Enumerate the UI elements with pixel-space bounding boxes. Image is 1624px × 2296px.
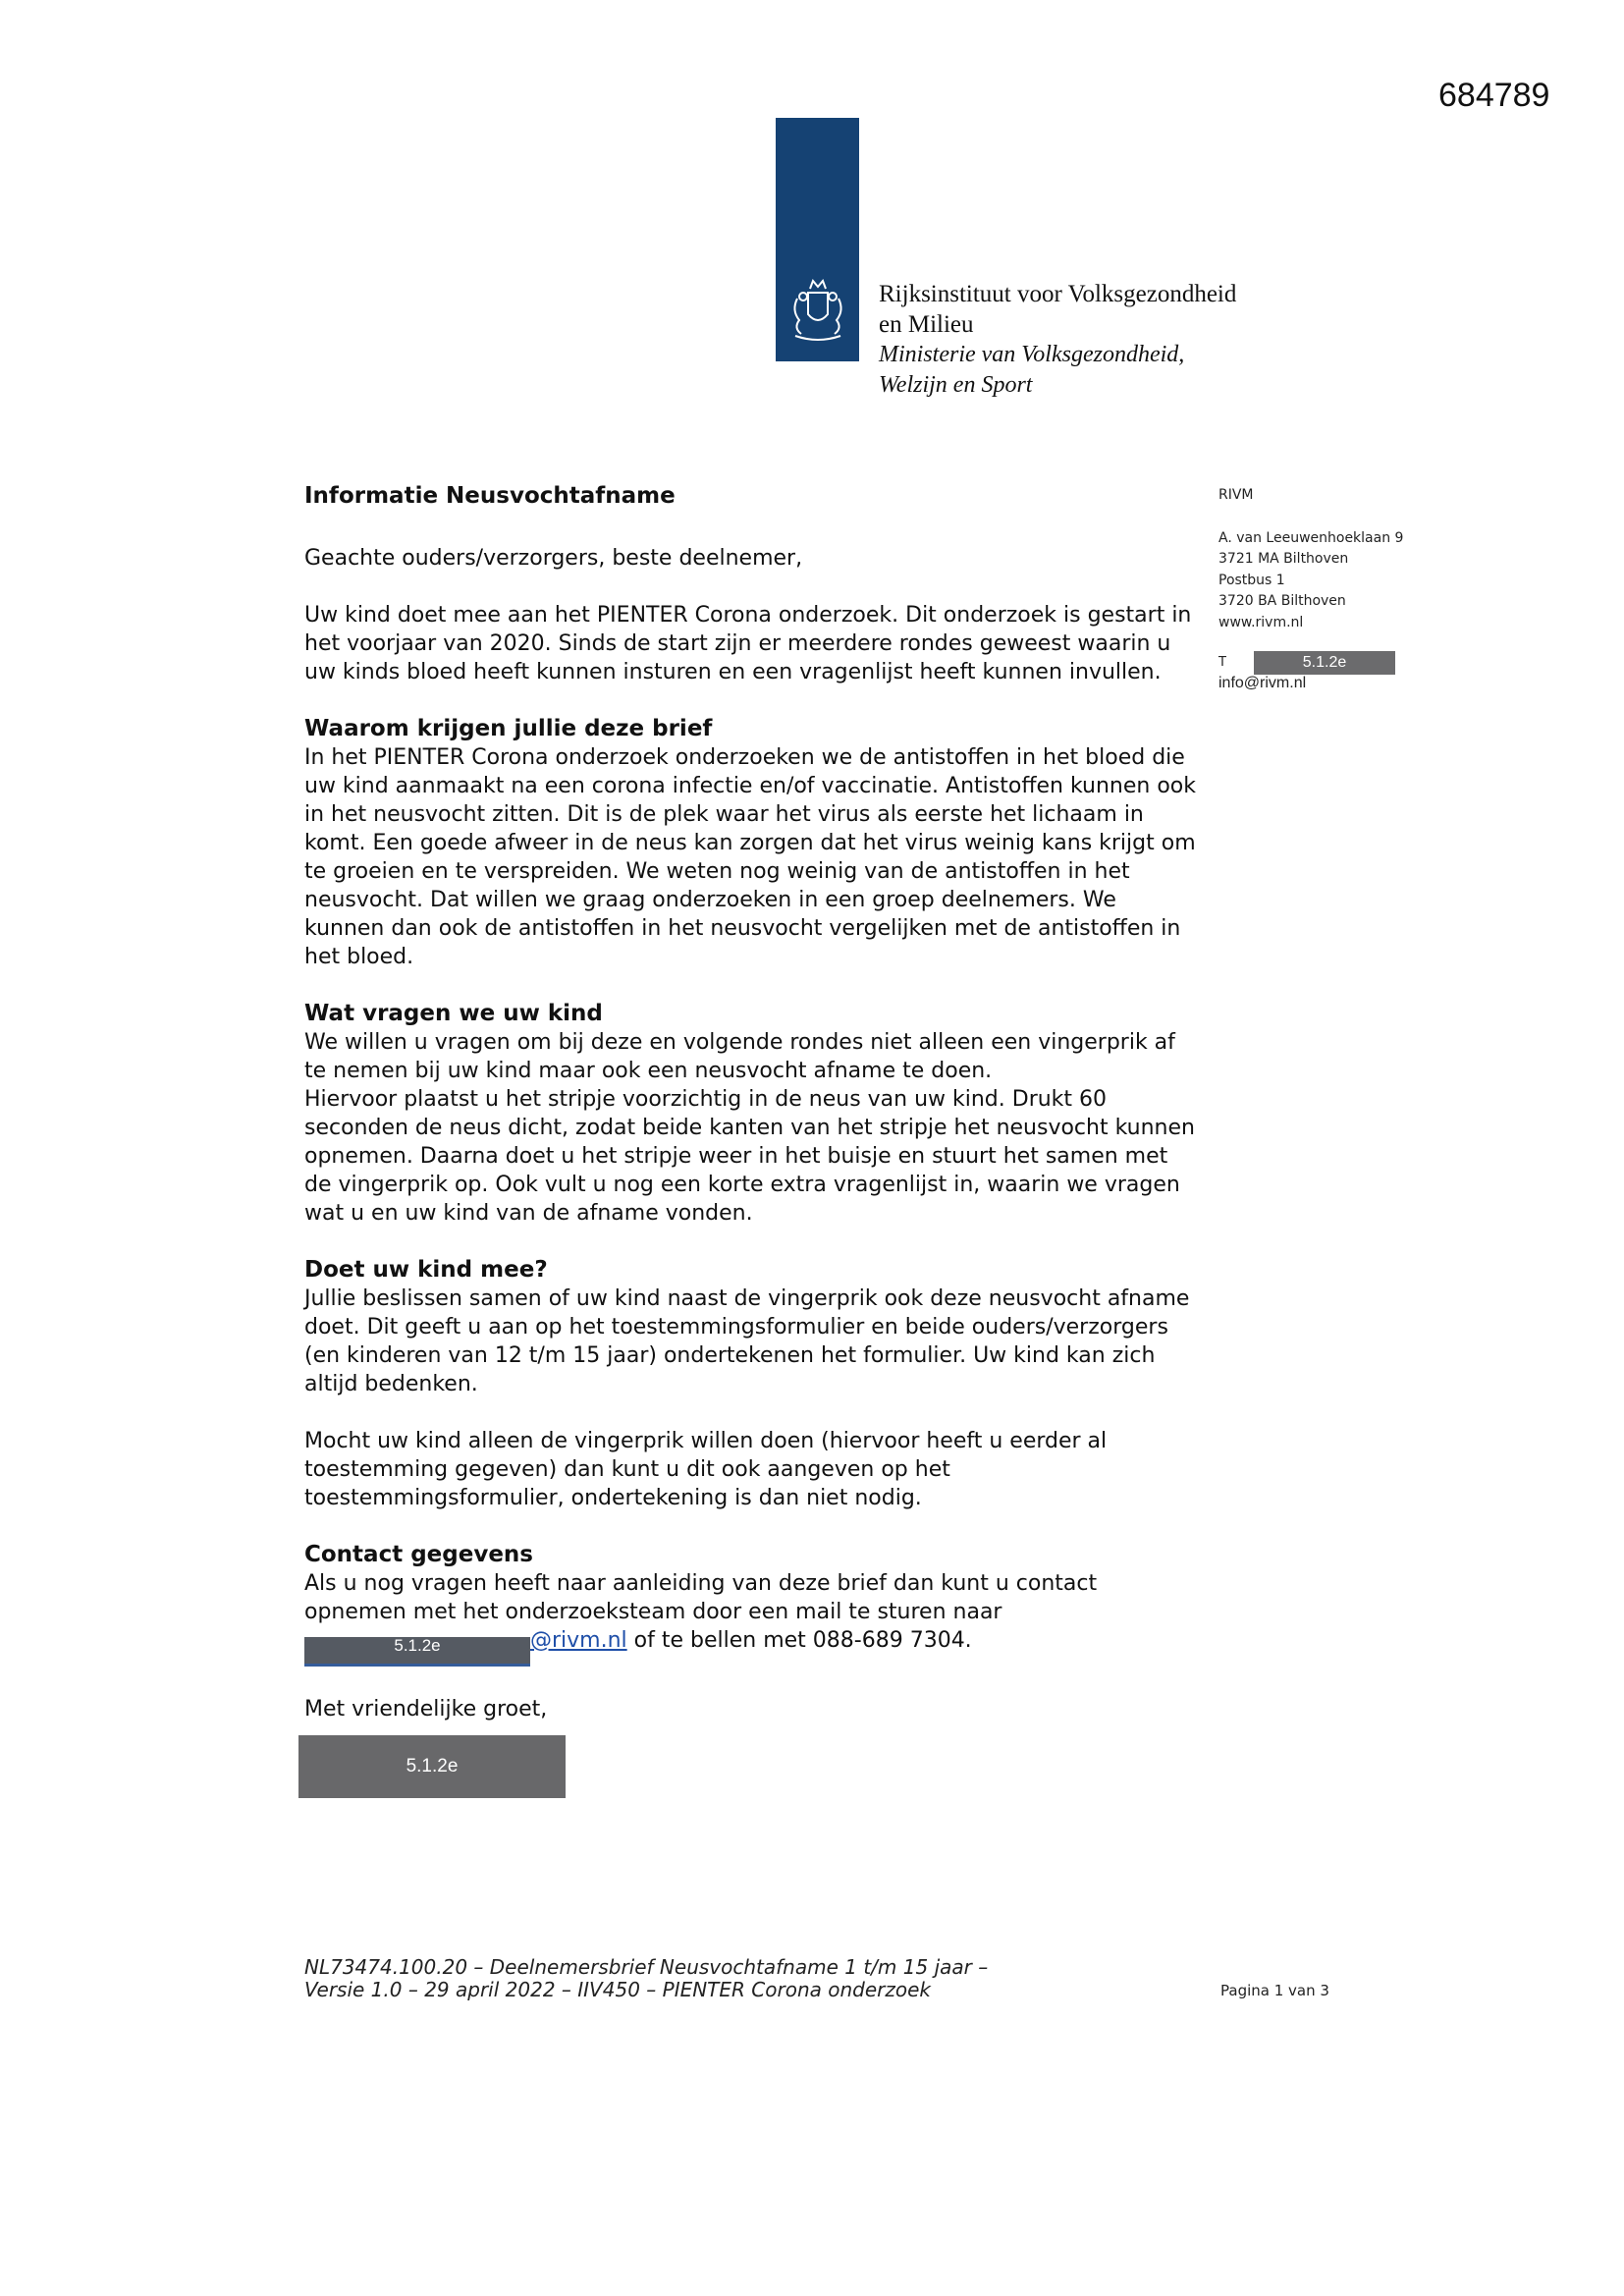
section-paragraph: In het PIENTER Corona onderzoek onderzoeken we de antistoffen in het bloed die uw kind aanmaakt na een corona infectie en/of vaccinatie. Antistoffen kunnen ook in het neusvocht zitten. Dit is de plek waar het virus als eerste het lichaam in komt. Een goede afweer in de neus kan zorgen dat het virus weinig kans krijgt om te groeien en te verspreiden. We weten nog weinig van de antistoffen in het neusvocht. Dat willen we graag onderzoeken in een groep deelnemers. We kunnen dan ook de antistoffen in het neusvocht vergelijken met de antistoffen in het bloed.	[304, 745, 1196, 969]
section-paragraph: Jullie beslissen samen of uw kind naast de vingerprik ook deze neusvocht afname doet. Dit geeft u aan op het toestemmingsformulier en beide ouders/verzorgers (en kinderen van 12 t/m 15 jaar) ondertekenen het formulier. Uw kind kan zich altijd bedenken.	[304, 1286, 1190, 1396]
letter-title: Informatie Neusvochtafname	[304, 483, 676, 509]
document-number: 684789	[1438, 77, 1550, 114]
redacted-email: 5.1.2e	[304, 1637, 530, 1667]
intro-paragraph: Uw kind doet mee aan het PIENTER Corona onderzoek. Dit onderzoek is gestart in het voorjaar van 2020. Sinds de start zijn er meerdere rondes geweest waarin u uw kinds bloed heeft kunnen insturen en een vragenlijst heeft kunnen invullen.	[304, 603, 1192, 684]
section-contact	[304, 1541, 1198, 1667]
telephone-row	[1218, 651, 1454, 675]
institute-logo-text	[879, 279, 1236, 401]
phone-text: of te bellen met 088-689 7304.	[626, 1628, 972, 1653]
footer-line: Versie 1.0 – 29 april 2022 – IIV450 – PIENTER Corona onderzoek	[304, 1978, 931, 2001]
address-line: 3720 BA Bilthoven	[1218, 593, 1346, 609]
greeting: Geachte ouders/verzorgers, beste deelnemer,	[304, 546, 803, 571]
section-heading: Contact gegevens	[304, 1542, 533, 1567]
footer-line: NL73474.100.20 – Deelnemersbrief Neusvochtafname 1 t/m 15 jaar –	[304, 1955, 989, 1979]
sender-org: RIVM	[1218, 487, 1254, 503]
sender-sidebar	[1218, 485, 1454, 692]
section-why	[304, 715, 1198, 971]
logo-bar	[776, 118, 859, 361]
ministry-name-line1: Ministerie van Volksgezondheid,	[879, 342, 1185, 367]
letter-body	[304, 481, 1198, 1798]
section-participate	[304, 1256, 1198, 1512]
section-heading: Doet uw kind mee?	[304, 1257, 548, 1283]
email-link[interactable]: @rivm.nl	[530, 1628, 627, 1653]
redacted-signature: 5.1.2e	[298, 1735, 566, 1798]
section-paragraph: Mocht uw kind alleen de vingerprik willen doen (hiervoor heeft u eerder al toestemming gegeven) dan kunt u dit ook aangeven op het toestemmingsformulier, ondertekening is dan niet nodig.	[304, 1429, 1108, 1510]
section-what	[304, 1000, 1198, 1228]
address-line: 3721 MA Bilthoven	[1218, 551, 1349, 567]
website-link[interactable]: www.rivm.nl	[1218, 614, 1304, 630]
address-line: Postbus 1	[1218, 572, 1285, 588]
section-heading: Waarom krijgen jullie deze brief	[304, 716, 713, 741]
ministry-name-line2: Welzijn en Sport	[879, 372, 1033, 398]
section-paragraph: Hiervoor plaatst u het stripje voorzichtig in de neus van uw kind. Drukt 60 seconden de neus dicht, zodat beide kanten van het stripje het neusvocht kunnen opnemen. Daarna doet u het stripje weer in het buisje en stuurt het samen met de vingerprik op. Ook vult u nog een korte extra vragenlijst in, waarin we vragen wat u en uw kind van de afname vonden.	[304, 1087, 1195, 1226]
section-heading: Wat vragen we uw kind	[304, 1001, 603, 1026]
coat-of-arms-icon	[784, 275, 852, 350]
contact-paragraph	[304, 1569, 1198, 1667]
institute-name-line1: Rijksinstituut voor Volksgezondheid	[879, 281, 1237, 307]
contact-text: Als u nog vragen heeft naar aanleiding van deze brief dan kunt u contact opnemen met het onderzoeksteam door een mail te sturen naar	[304, 1571, 1098, 1624]
sidebar-email[interactable]: info@rivm.nl	[1218, 675, 1307, 691]
footer	[304, 1956, 1090, 2001]
telephone-label: T	[1218, 655, 1226, 671]
section-paragraph: We willen u vragen om bij deze en volgende rondes niet alleen een vingerprik af te nemen bij uw kind maar ook een neusvocht afname te doen.	[304, 1030, 1175, 1083]
institute-name-line2: en Milieu	[879, 311, 974, 338]
closing: Met vriendelijke groet,	[304, 1697, 548, 1722]
redacted-phone: 5.1.2e	[1254, 651, 1395, 675]
address-line: A. van Leeuwenhoeklaan 9	[1218, 529, 1404, 546]
page-number: Pagina 1 van 3	[1220, 1982, 1329, 1999]
